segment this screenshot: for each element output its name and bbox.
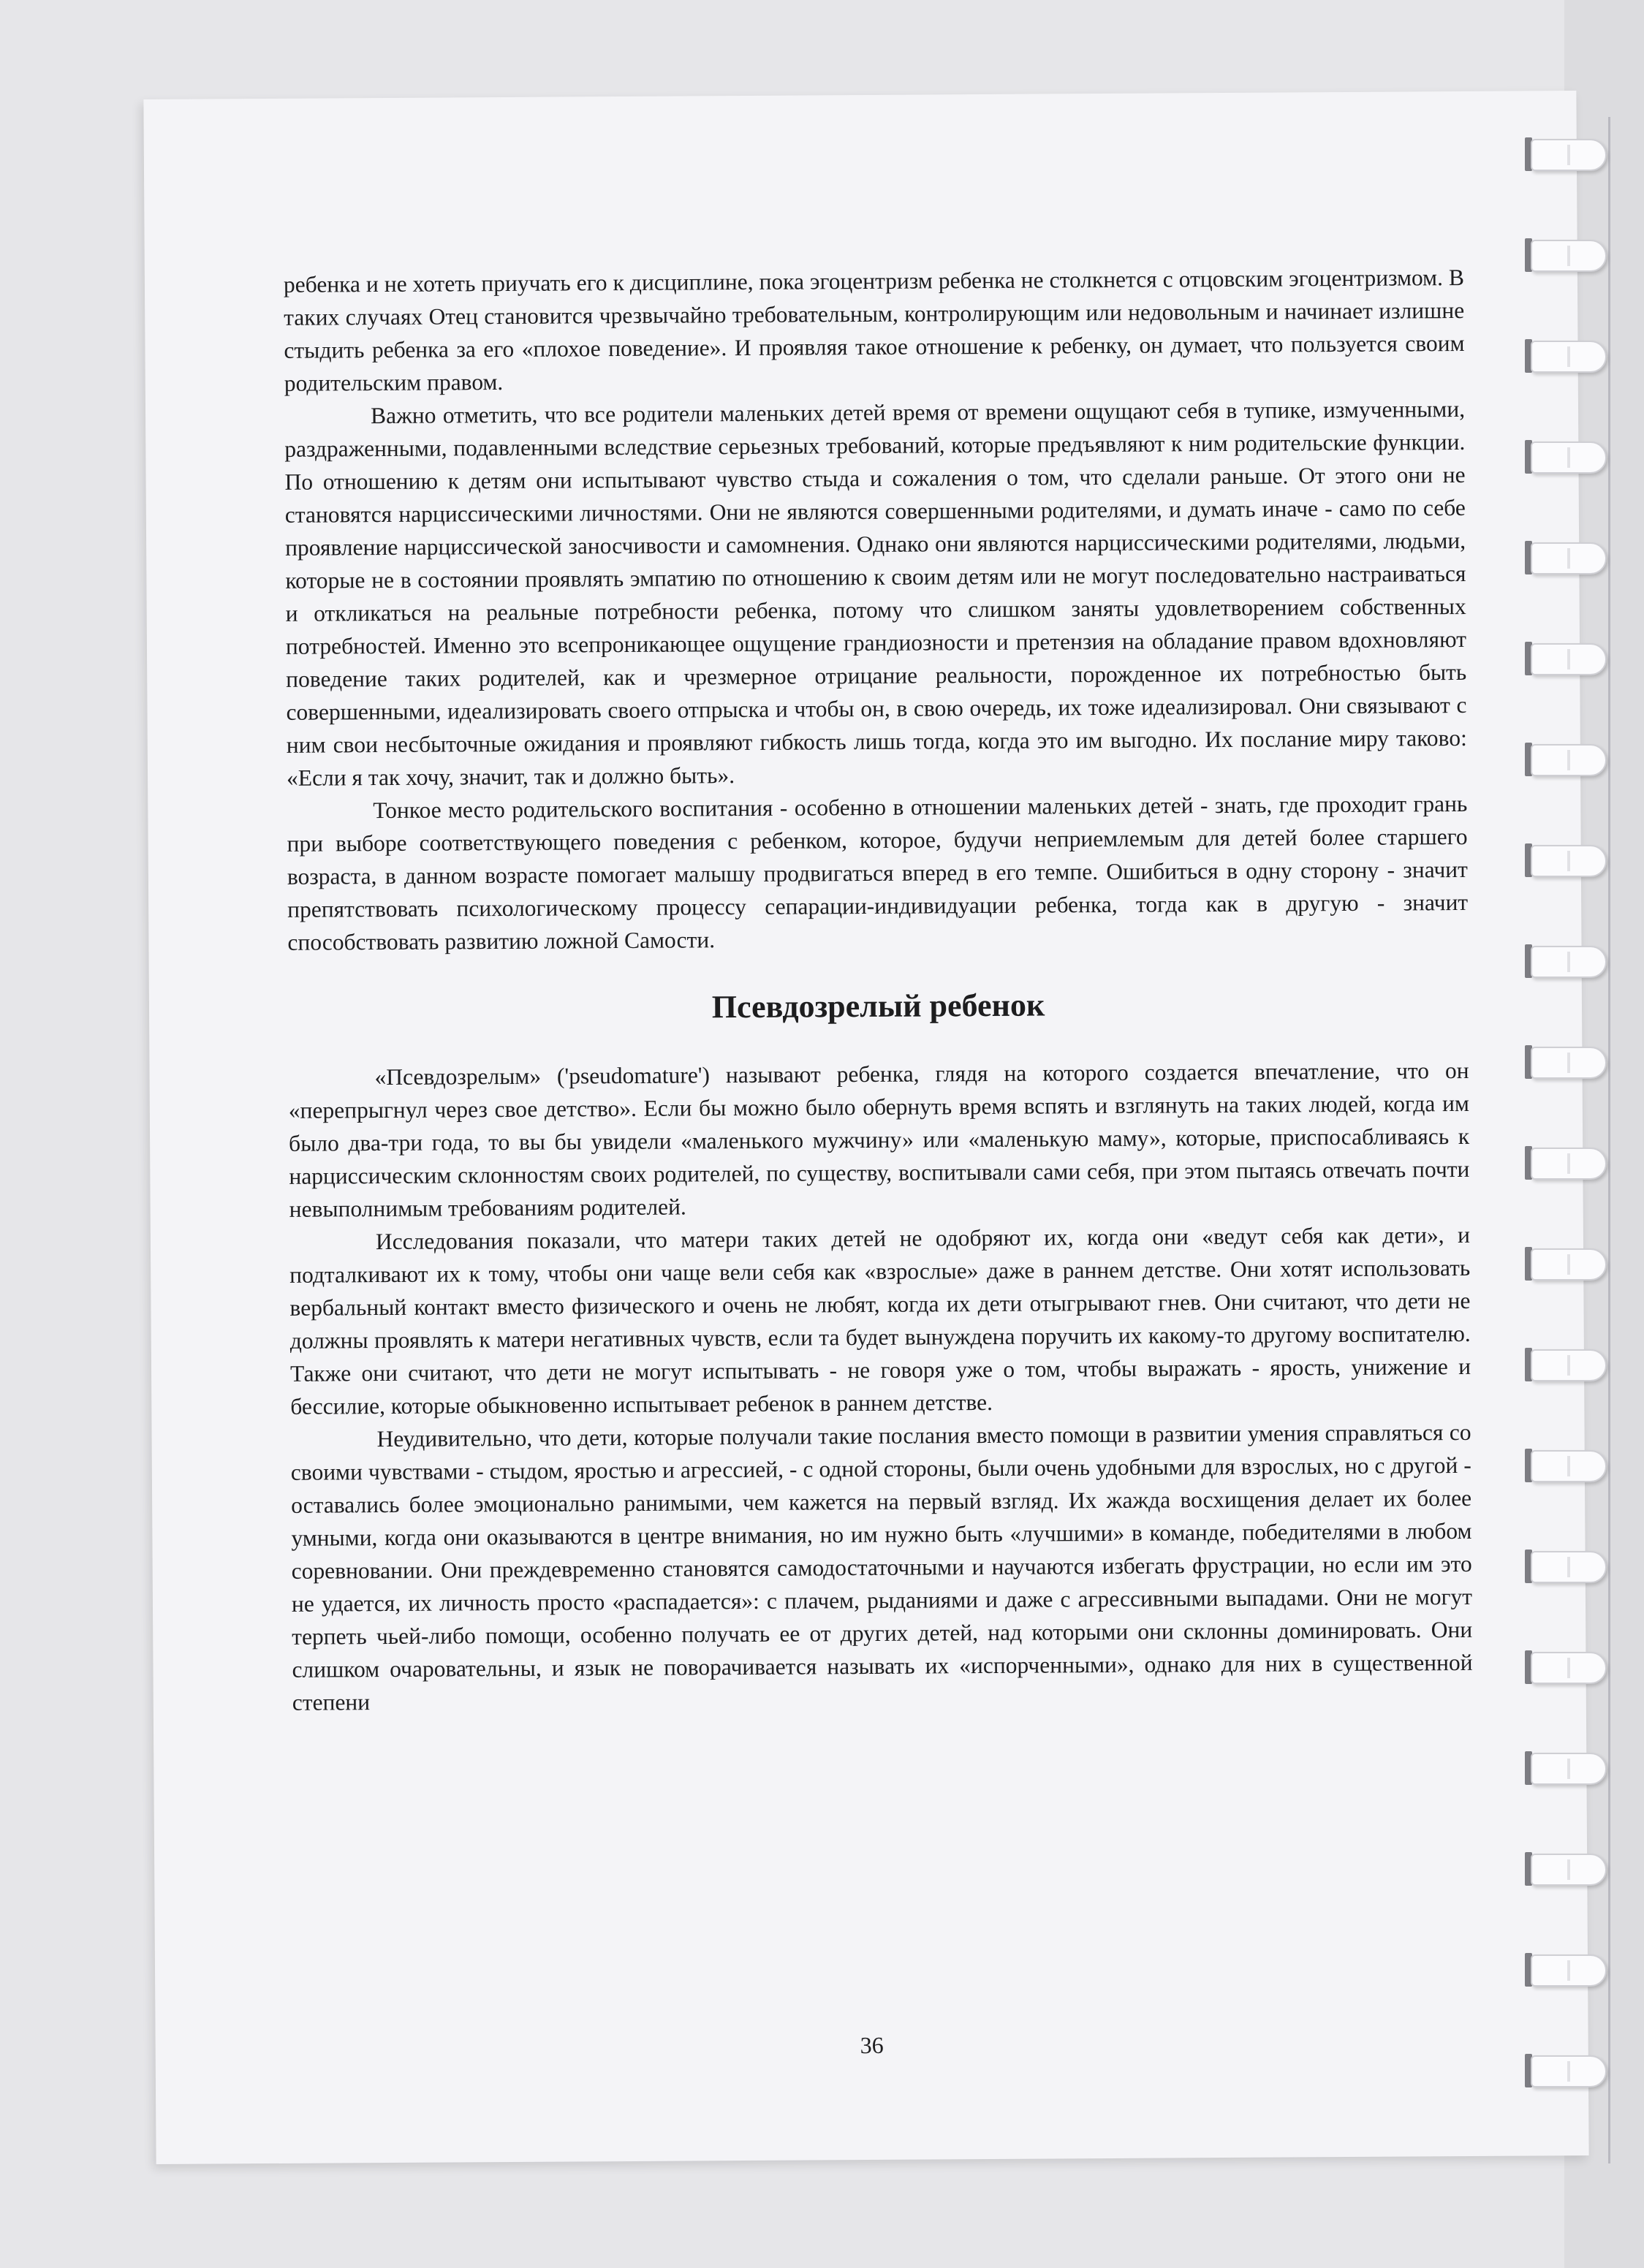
binding-ring (1520, 1645, 1607, 1690)
binding-ring (1520, 1947, 1607, 1992)
binding-ring (1520, 1342, 1607, 1387)
spiral-binding (1520, 132, 1608, 2149)
page-body (284, 261, 1473, 1719)
binding-ring (1520, 1039, 1607, 1085)
binding-ring (1520, 1140, 1607, 1186)
page-number: 36 (860, 2031, 884, 2059)
binding-ring (1520, 2048, 1607, 2093)
binding-ring (1520, 132, 1607, 177)
binding-ring (1520, 1443, 1607, 1488)
paragraph: ребенка и не хотеть приучать его к дисциплине, пока эгоцентризм ребенка не столкнется с отцовским эгоцентризмом. В таких случаях Отец становится чрезвычайно требовательным, контролирующим или недовольным и начинает излишне стыдить ребенка за его «плохое поведение». И проявляя такое отношение к ребенку, он думает, что пользуется своим родительским правом. (283, 264, 1465, 396)
binding-ring (1520, 1745, 1607, 1791)
binding-ring (1520, 938, 1607, 984)
paragraph: Важно отметить, что все родители маленьких детей время от времени ощущают себя в тупике, измученными, раздраженными, подавленными вследствие серьезных требований, которые предъявляют к ним родительские функции. По отношению к детям они испытывают чувство стыда и сожаления о том, что сделали раньше. От этого они не становятся нарциссическими личностями. Они не являются совершенными родителями, и думать иначе - само по себе проявление нарциссической заносчивости и самомнения. Однако они являются нарциссическими родителями, людьми, которые не в состоянии проявлять эмпатию по отношению к своим детям или не могут последовательно настраиваться и откликаться на реальные потребности ребенка, потому что слишком заняты удовлетворением собственных потребностей. Именно это всепроникающее ощущение грандиозности и претензия на обладание правом вдохновляют поведение таких родителей, как и чрезмерное отрицание реальности, порожденное их потребностью быть совершенными, идеализировать своего отпрыска и чтобы он, в свою очередь, их тоже идеализировал. Они связывают с ним свои несбыточные ожидания и проявляют гибкость лишь тогда, когда это им выгодно. Их послание миру таково: «Если я так хочу, значит, так и должно быть». (284, 395, 1467, 791)
binding-ring (1520, 333, 1607, 379)
book-page (143, 91, 1588, 2164)
binding-ring (1520, 232, 1607, 278)
binding-ring (1520, 535, 1607, 580)
binding-ring (1520, 1544, 1607, 1589)
paragraph: «Псевдозрелым» ('pseudomature') называют ребенка, глядя на которого создается впечатление, что он «перепрыгнул через свое детство». Если бы можно было обернуть время вспять и взглянуть на таких людей, когда им было два-три года, то вы бы увидели «маленького мужчину» или «маленькую маму», которые, приспосабливаясь к нарциссическим склонностям своих родителей, по существу, воспитывали сами себя, при этом пытаясь отвечать почти невыполнимым требованиям родителей. (288, 1057, 1470, 1222)
paragraph: Тонкое место родительского воспитания - особенно в отношении маленьких детей - знать, где проходит грань при выборе соответствующего поведения с ребенком, которое, будучи неприемлемым для детей более старшего возраста, в данном возрасте помогает малышу продвигаться вперед в его темпе. Ошибиться в одну сторону - значит препятствовать психологическому процессу сепарации-индивидуации ребенка, тогда как в другую - значит способствовать развитию ложной Самости. (287, 790, 1469, 955)
binding-ring (1520, 1241, 1607, 1286)
binding-ring (1520, 636, 1607, 681)
paragraph: Исследования показали, что матери таких детей не одобряют их, когда они «ведут себя как дети», и подталкивают их к тому, чтобы они чаще вели себя как «взрослые» даже в раннем детстве. Они хотят использовать вербальный контакт вместо физического и очень не любят, когда их дети отыгрывают гнев. Они считают, что дети не должны проявлять к матери негативных чувств, если та будет вынуждена поручить их какому-то другому воспитателю. Также они считают, что дети не могут испытывать - не говоря уже о том, чтобы выражать - ярость, унижение и бессилие, которые обыкновенно испытывает ребенок в раннем детстве. (289, 1221, 1471, 1419)
binding-ring (1520, 1846, 1607, 1892)
binding-ring (1520, 838, 1607, 883)
binding-ring (1520, 737, 1607, 782)
binding-ring (1520, 434, 1607, 479)
section-heading: Псевдозрелый ребенок (711, 987, 1045, 1025)
paragraph: Неудивительно, что дети, которые получали такие послания вместо помощи в развитии умения справляться со своими чувствами - стыдом, яростью и агрессией, - с одной стороны, были очень удобными для взрослых, но с другой - оставались более эмоционально ранимыми, чем кажется на первый взгляд. Их жажда восхищения делает их более умными, когда они оказываются в центре внимания, но им нужно быть «лучшими» в команде, победителями в любом соревновании. Они преждевременно становятся самодостаточными и научаются избегать фрустрации, но если им это не удается, их личность просто «распадается»: с плачем, рыданиями и даже с агрессивными выпадами. Они не могут терпеть чьей-либо помощи, особенно получать ее от других детей, над которыми они склонны доминировать. Они слишком очаровательны, и язык не поворачивается называть их «испорченными», однако для них в существенной степени (290, 1419, 1473, 1715)
binding-spine (1608, 117, 1610, 2163)
